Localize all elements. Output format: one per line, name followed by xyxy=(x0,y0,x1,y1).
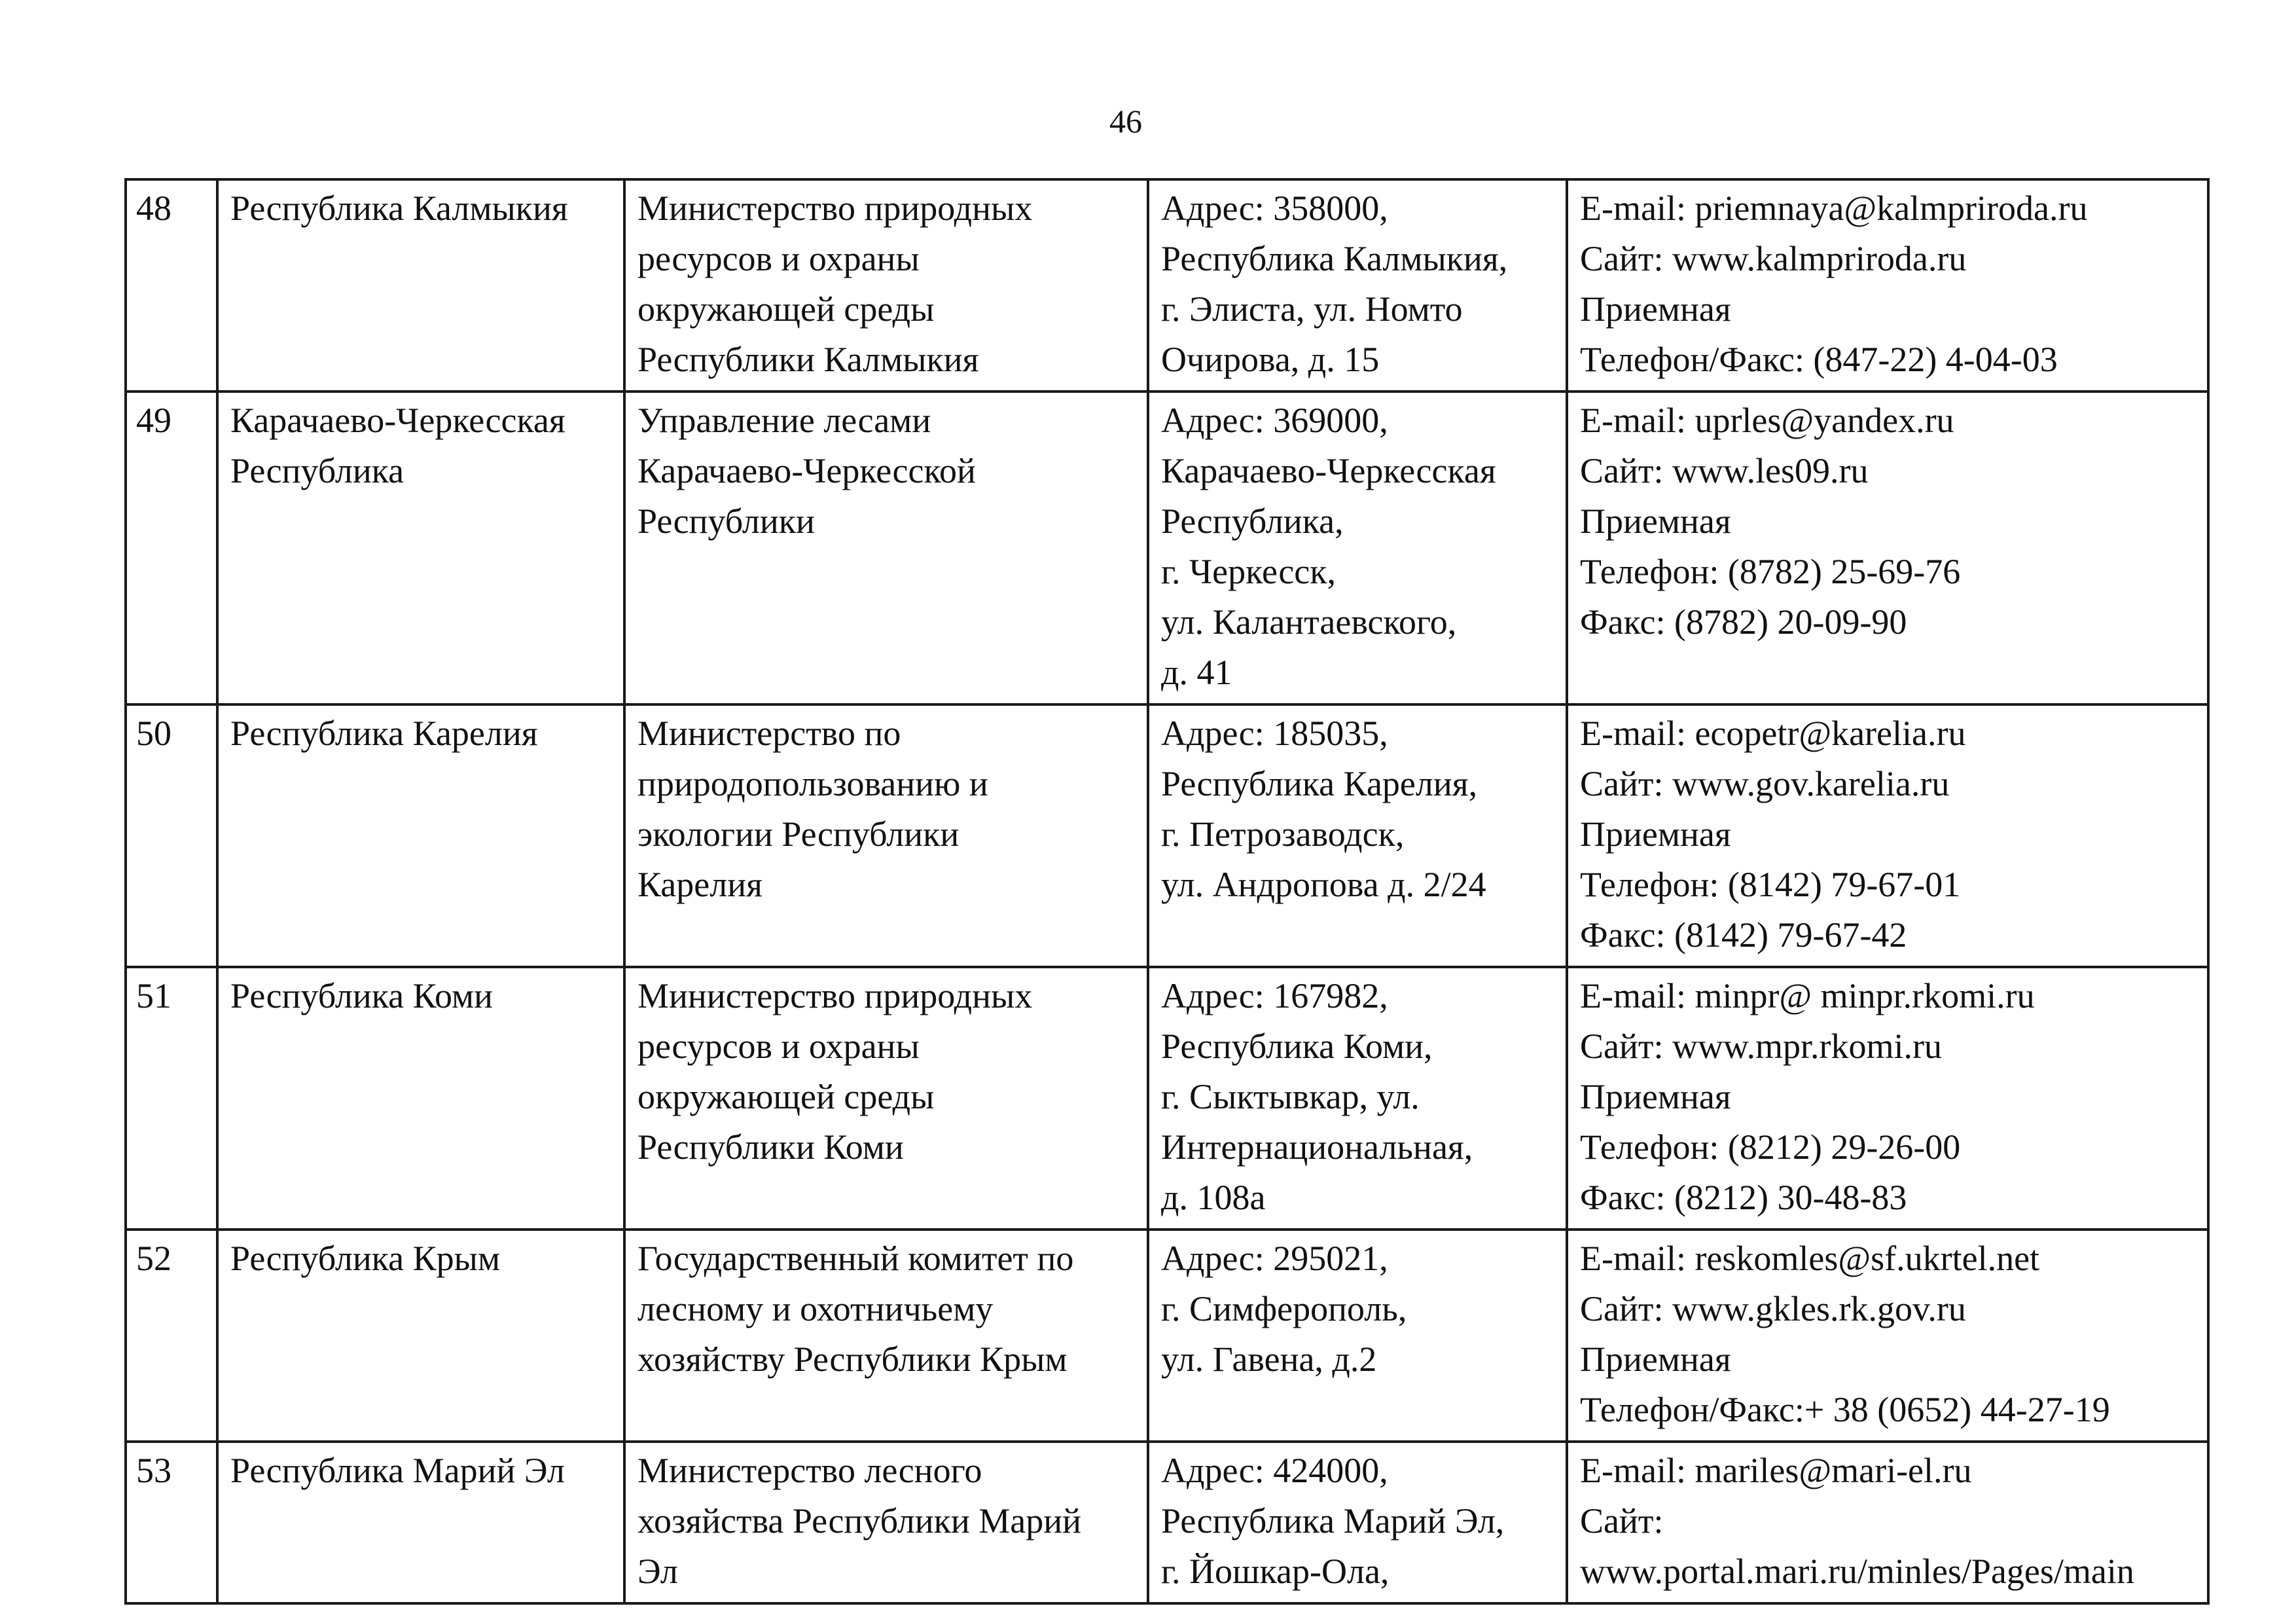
address-line: г. Петрозаводск, xyxy=(1161,814,1405,854)
address-line: г. Симферополь, xyxy=(1161,1289,1407,1328)
organization-name-line: Республики xyxy=(637,501,815,541)
organization-name-line: окружающей среды xyxy=(637,289,935,329)
address-line: д. 41 xyxy=(1161,653,1232,692)
contacts-line: Телефон/Факс: (847-22) 4-04-03 xyxy=(1580,340,2058,379)
address-line: Адрес: 424000, xyxy=(1161,1451,1388,1490)
address-line: Адрес: 369000, xyxy=(1161,401,1388,440)
cell-region-name xyxy=(217,392,624,704)
table-row xyxy=(126,967,2208,1230)
contacts-line: Телефон: (8782) 25-69-76 xyxy=(1580,552,1961,591)
address-line: Карачаево-Черкесская xyxy=(1161,451,1496,490)
contacts-line: Факс: (8782) 20-09-90 xyxy=(1580,602,1907,642)
cell-row-number: 50 xyxy=(126,704,217,967)
table-row xyxy=(126,392,2208,704)
region-name-line: Республика Марий Эл xyxy=(230,1451,565,1490)
organization-name-line: окружающей среды xyxy=(637,1077,935,1116)
address-line: ул. Андропова д. 2/24 xyxy=(1161,865,1486,904)
cell-organization-name xyxy=(624,392,1148,704)
contacts-line: E-mail: mariles@mari-el.ru xyxy=(1580,1451,1972,1490)
contacts-line: Сайт: www.kalmpriroda.ru xyxy=(1580,239,1967,278)
cell-organization-name xyxy=(624,1442,1148,1603)
organization-name-line: Республики Коми xyxy=(637,1127,904,1167)
contacts-line: Приемная xyxy=(1580,814,1731,854)
contacts-line: Приемная xyxy=(1580,289,1731,329)
organization-name-line: Эл xyxy=(637,1552,678,1591)
contacts-line: Факс: (8212) 30-48-83 xyxy=(1580,1178,1907,1217)
region-name-line: Республика Калмыкия xyxy=(230,189,568,228)
contacts-line: Телефон: (8142) 79-67-01 xyxy=(1580,865,1961,904)
organization-name-line: Карачаево-Черкесской xyxy=(637,451,976,490)
address-line: Республика Карелия, xyxy=(1161,764,1478,803)
organization-name-line: Республики Калмыкия xyxy=(637,340,979,379)
organization-name-line: хозяйства Республики Марий xyxy=(637,1501,1082,1541)
table-row xyxy=(126,704,2208,967)
contacts-line: Факс: (8142) 79-67-42 xyxy=(1580,915,1907,955)
organization-name-line: Министерство по xyxy=(637,714,901,753)
cell-region-name xyxy=(217,967,624,1230)
organization-name-line: ресурсов и охраны xyxy=(637,1027,920,1066)
address-line: Республика, xyxy=(1161,501,1344,541)
region-name-line: Республика xyxy=(230,451,404,490)
table-row xyxy=(126,1442,2208,1603)
address-line: г. Сыктывкар, ул. xyxy=(1161,1077,1420,1116)
cell-address xyxy=(1148,704,1567,967)
region-name-line: Карачаево-Черкесская xyxy=(230,401,565,440)
contacts-line: E-mail: uprles@yandex.ru xyxy=(1580,401,1954,440)
contacts-line: E-mail: ecopetr@karelia.ru xyxy=(1580,714,1966,753)
cell-region-name xyxy=(217,1442,624,1603)
contacts-line: Приемная xyxy=(1580,501,1731,541)
address-line: Адрес: 167982, xyxy=(1161,976,1388,1015)
cell-organization-name xyxy=(624,179,1148,392)
contacts-table xyxy=(124,178,2210,1605)
organization-name-line: природопользованию и xyxy=(637,764,988,803)
cell-row-number: 53 xyxy=(126,1442,217,1603)
contacts-line: Сайт: www.gkles.rk.gov.ru xyxy=(1580,1289,1966,1328)
region-name-line: Республика Коми xyxy=(230,976,493,1015)
table-row xyxy=(126,179,2208,392)
cell-row-number: 48 xyxy=(126,179,217,392)
region-name-line: Республика Крым xyxy=(230,1239,501,1278)
contacts-line: E-mail: priemnaya@kalmpriroda.ru xyxy=(1580,189,2088,228)
cell-organization-name xyxy=(624,704,1148,967)
table-row xyxy=(126,1230,2208,1442)
address-line: Интернациональная, xyxy=(1161,1127,1473,1167)
contacts-line: Сайт: www.mpr.rkomi.ru xyxy=(1580,1027,1942,1066)
address-line: д. 108а xyxy=(1161,1178,1266,1217)
cell-contacts xyxy=(1567,392,2208,704)
table-body xyxy=(126,179,2208,1603)
contacts-line: Сайт: www.gov.karelia.ru xyxy=(1580,764,1950,803)
contacts-line: Приемная xyxy=(1580,1077,1731,1116)
organization-name-line: хозяйству Республики Крым xyxy=(637,1340,1067,1379)
contacts-line: Телефон: (8212) 29-26-00 xyxy=(1580,1127,1961,1167)
cell-region-name xyxy=(217,179,624,392)
cell-address xyxy=(1148,392,1567,704)
organization-name-line: Министерство лесного xyxy=(637,1451,982,1490)
address-line: Республика Марий Эл, xyxy=(1161,1501,1505,1541)
cell-contacts xyxy=(1567,1230,2208,1442)
cell-address xyxy=(1148,1442,1567,1603)
contacts-line: Приемная xyxy=(1580,1340,1731,1379)
address-line: ул. Гавена, д.2 xyxy=(1161,1340,1377,1379)
address-line: Адрес: 358000, xyxy=(1161,189,1388,228)
address-line: г. Черкесск, xyxy=(1161,552,1336,591)
cell-region-name xyxy=(217,704,624,967)
cell-address xyxy=(1148,179,1567,392)
cell-row-number: 52 xyxy=(126,1230,217,1442)
address-line: Республика Калмыкия, xyxy=(1161,239,1508,278)
cell-address xyxy=(1148,1230,1567,1442)
address-line: Республика Коми, xyxy=(1161,1027,1433,1066)
cell-contacts xyxy=(1567,1442,2208,1603)
contacts-line: Сайт: www.les09.ru xyxy=(1580,451,1869,490)
address-line: Адрес: 295021, xyxy=(1161,1239,1388,1278)
contacts-line: www.portal.mari.ru/minles/Pages/main xyxy=(1580,1552,2134,1591)
organization-name-line: ресурсов и охраны xyxy=(637,239,920,278)
cell-contacts xyxy=(1567,704,2208,967)
cell-organization-name xyxy=(624,967,1148,1230)
address-line: г. Йошкар-Ола, xyxy=(1161,1552,1390,1591)
cell-contacts xyxy=(1567,967,2208,1230)
address-line: г. Элиста, ул. Номто xyxy=(1161,289,1463,329)
organization-name-line: Министерство природных xyxy=(637,976,1033,1015)
cell-row-number: 51 xyxy=(126,967,217,1230)
contacts-line: E-mail: reskomles@sf.ukrtel.net xyxy=(1580,1239,2040,1278)
organization-name-line: Управление лесами xyxy=(637,401,931,440)
cell-contacts xyxy=(1567,179,2208,392)
organization-name-line: экологии Республики xyxy=(637,814,960,854)
address-line: Адрес: 185035, xyxy=(1161,714,1388,753)
contacts-line: Телефон/Факс:+ 38 (0652) 44-27-19 xyxy=(1580,1390,2110,1429)
organization-name-line: лесному и охотничьему xyxy=(637,1289,994,1328)
region-name-line: Республика Карелия xyxy=(230,714,538,753)
organization-name-line: Министерство природных xyxy=(637,189,1033,228)
contacts-line: E-mail: minpr@ minpr.rkomi.ru xyxy=(1580,976,2035,1015)
page-number: 46 xyxy=(1109,103,1142,139)
cell-row-number: 49 xyxy=(126,392,217,704)
organization-name-line: Государственный комитет по xyxy=(637,1239,1074,1278)
address-line: Очирова, д. 15 xyxy=(1161,340,1380,379)
organization-name-line: Карелия xyxy=(637,865,762,904)
cell-address xyxy=(1148,967,1567,1230)
cell-region-name xyxy=(217,1230,624,1442)
contacts-line: Сайт: xyxy=(1580,1501,1664,1541)
address-line: ул. Калантаевского, xyxy=(1161,602,1457,642)
cell-organization-name xyxy=(624,1230,1148,1442)
